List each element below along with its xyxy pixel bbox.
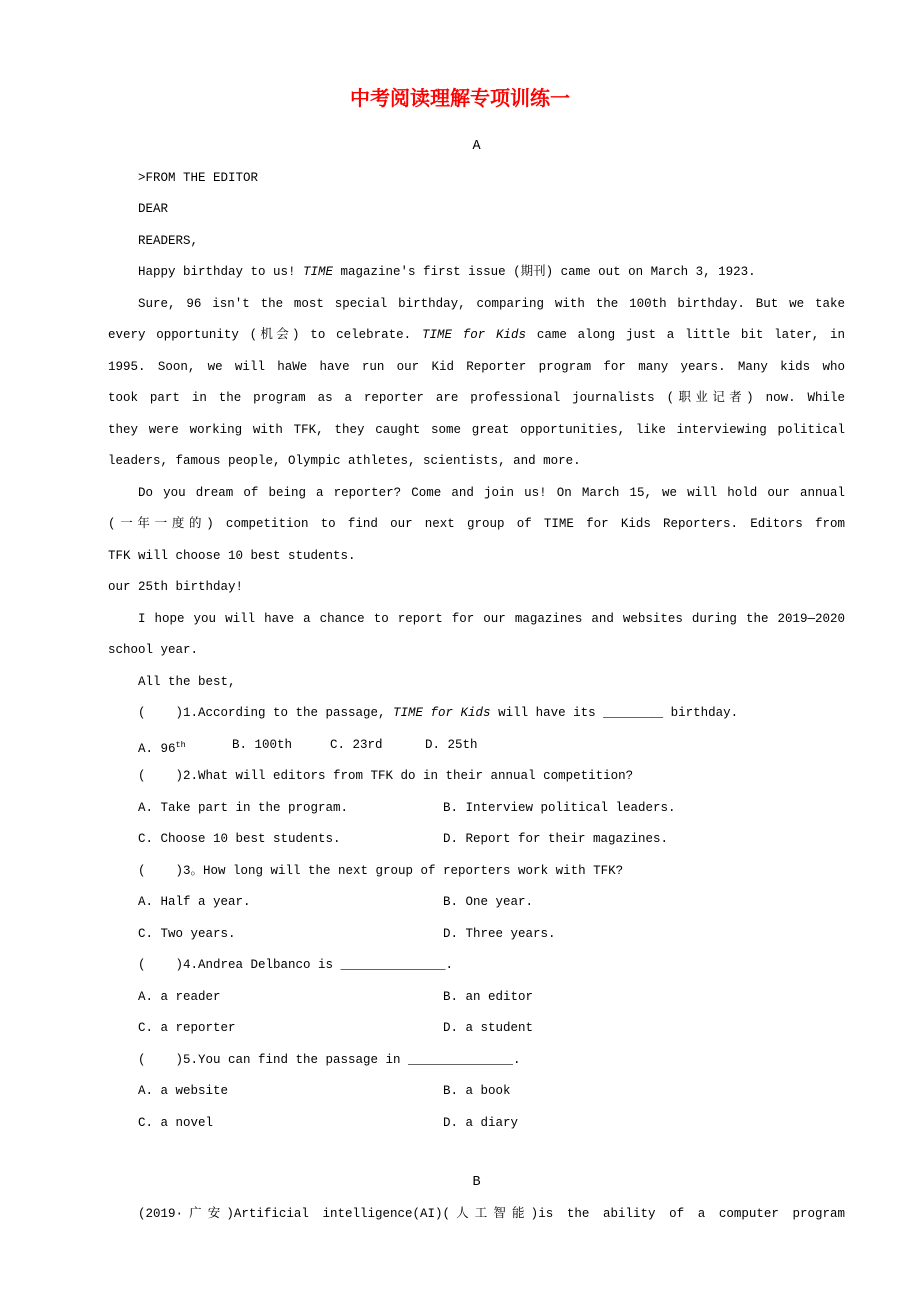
passage-line xyxy=(108,320,845,352)
passage-line xyxy=(108,352,845,384)
section-a-label: A xyxy=(472,139,481,154)
option xyxy=(138,887,251,919)
text-segment: came along just a little bit later, in xyxy=(526,328,845,342)
option-row xyxy=(108,793,845,825)
text-segment: magazine's first issue (期刊) came out on March 3, 1923. xyxy=(333,265,756,279)
option-row xyxy=(108,1013,845,1045)
passage-b xyxy=(108,1199,845,1231)
text-segment: D. a student xyxy=(443,1021,534,1035)
option xyxy=(443,793,676,825)
text-segment: A. a reader xyxy=(138,989,221,1004)
option xyxy=(425,730,478,762)
passage-line xyxy=(108,667,845,699)
question-stem xyxy=(108,950,845,982)
option-row xyxy=(108,919,845,951)
italic-text-segment: TIME xyxy=(303,265,334,279)
text-segment: (一年一度的) competition to find our next group of TIME for Kids Reporters. Editors from xyxy=(108,517,845,531)
option xyxy=(138,1076,228,1108)
option xyxy=(138,919,236,951)
text-segment: Sure, 96 isn't the most special birthday, comparing with the 100th birthday. But we take xyxy=(138,296,845,311)
text-segment: DEAR xyxy=(138,202,169,216)
passage-line xyxy=(108,289,845,321)
passage-line xyxy=(108,478,845,510)
passage-line xyxy=(108,509,845,541)
text-segment: B. One year. xyxy=(443,895,534,909)
option-row xyxy=(108,824,845,856)
text-segment: A. 96 xyxy=(138,741,176,756)
text-segment: ( )2.What will editors from TFK do in their annual competition? xyxy=(138,769,634,783)
text-segment: TFK will choose 10 best students. xyxy=(108,548,356,563)
text-segment: B. Interview political leaders. xyxy=(443,800,676,815)
question-stem xyxy=(108,856,845,888)
passage-line xyxy=(108,415,845,447)
text-segment: leaders, famous people, Olympic athletes, scientists, and more. xyxy=(108,454,581,468)
text-segment: Happy birthday to us! xyxy=(138,265,304,279)
text-segment: All the best, xyxy=(138,674,236,689)
option xyxy=(138,1108,213,1140)
text-segment: B. an editor xyxy=(443,989,534,1004)
passage-line xyxy=(108,163,845,195)
option xyxy=(138,982,221,1014)
text-segment: A. Take part in the program. xyxy=(138,800,349,815)
text-segment: C. a reporter xyxy=(138,1021,236,1035)
text-segment: ( )4.Andrea Delbanco is ______________. xyxy=(138,958,454,972)
option-row xyxy=(108,1108,845,1140)
text-segment: D. a diary xyxy=(443,1115,519,1130)
option xyxy=(443,1076,511,1108)
text-segment: READERS, xyxy=(138,233,199,248)
text-segment: every opportunity (机会) to celebrate. xyxy=(108,328,422,342)
italic-text-segment: TIME for Kids xyxy=(421,328,527,342)
text-segment: A. Half a year. xyxy=(138,895,251,909)
text-segment: B. a book xyxy=(443,1084,511,1098)
option xyxy=(443,887,533,919)
questions-a xyxy=(108,698,845,1139)
text-segment: I hope you will have a chance to report for our magazines and websites during the 2019—2020 xyxy=(138,611,845,626)
text-segment: B. 100th xyxy=(232,737,293,752)
passage-line xyxy=(108,194,845,226)
passage-line xyxy=(108,604,845,636)
text-segment: C. 23rd xyxy=(330,737,383,752)
text-segment: will have its ________ birthday. xyxy=(490,706,739,720)
passage-line xyxy=(108,1199,845,1231)
passage-line xyxy=(108,541,845,573)
option xyxy=(138,824,341,856)
option-row xyxy=(108,730,845,762)
text-segment: took part in the program as a reporter are professional journalists (职业记者) now. While xyxy=(108,391,845,405)
passage-line xyxy=(108,383,845,415)
passage-a xyxy=(108,163,845,699)
option xyxy=(138,793,348,825)
option xyxy=(443,824,668,856)
option xyxy=(443,919,556,951)
option-row xyxy=(108,1076,845,1108)
text-segment: C. Two years. xyxy=(138,926,236,941)
text-segment: ( )3。How long will the next group of reporters work with TFK? xyxy=(138,863,624,878)
text-segment: ( )5.You can find the passage in ______________. xyxy=(138,1052,521,1067)
passage-line xyxy=(108,226,845,258)
option-row xyxy=(108,887,845,919)
question-stem xyxy=(108,761,845,793)
passage-line xyxy=(108,446,845,478)
option xyxy=(138,1013,236,1045)
text-segment: Do you dream of being a reporter? Come and join us! On March 15, we will hold our annual xyxy=(138,485,845,500)
text-segment: >FROM THE EDITOR xyxy=(138,170,259,185)
question-stem xyxy=(108,698,845,730)
text-segment: D. 25th xyxy=(425,737,478,752)
option xyxy=(443,1108,518,1140)
option xyxy=(232,730,292,762)
text-segment: (2019·广安)Artificial intelligence(AI)(人工智能)is the ability of a computer program xyxy=(138,1206,845,1221)
text-segment: 1995. Soon, we will haWe have run our Kid Reporter program for many years. Many kids who xyxy=(108,359,845,374)
text-segment: D. Report for their magazines. xyxy=(443,832,669,846)
italic-text-segment: TIME for Kids xyxy=(393,706,491,720)
option xyxy=(330,730,383,762)
text-segment: they were working with TFK, they caught some great opportunities, like interviewing political xyxy=(108,422,845,437)
document-body xyxy=(0,131,920,1230)
text-segment: ( )1.According to the passage, xyxy=(138,706,394,720)
option xyxy=(443,982,533,1014)
text-segment: D. Three years. xyxy=(443,926,556,941)
text-segment: our 25th birthday! xyxy=(108,580,244,594)
section-b-label: B xyxy=(472,1175,481,1190)
text-segment: C. Choose 10 best students. xyxy=(138,832,341,846)
option-row xyxy=(108,982,845,1014)
option xyxy=(443,1013,533,1045)
text-segment: A. a website xyxy=(138,1084,229,1098)
option xyxy=(138,730,186,766)
text-segment: C. a novel xyxy=(138,1115,214,1130)
passage-line xyxy=(108,572,845,604)
passage-line xyxy=(108,635,845,667)
passage-line xyxy=(108,257,845,289)
question-stem xyxy=(108,1045,845,1077)
page-title: 中考阅读理解专项训练一 xyxy=(350,88,570,110)
text-segment: school year. xyxy=(108,643,199,657)
superscript-segment: th xyxy=(175,739,186,750)
